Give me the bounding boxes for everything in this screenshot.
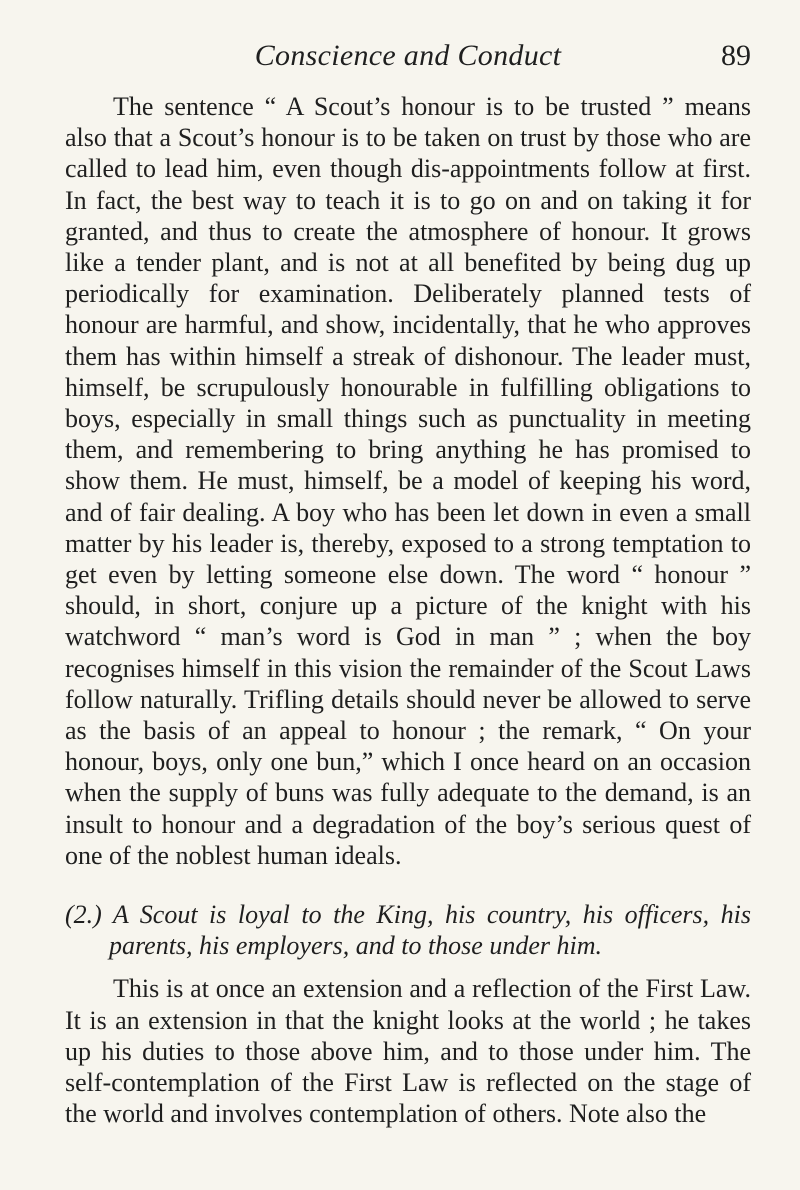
book-page (65, 0, 751, 1190)
paragraph-loyalty (65, 973, 751, 1129)
paragraph-loyalty-text: This is at once an extension and a reflection of the First Law. It is an extension in that the knight looks at the world ; he takes up his duties to those above him, and to those under him. The self-contemplation of the First Law is reflected on the stage of the world and involves contemplation of others. Note also the (65, 974, 751, 1129)
page-number: 89 (721, 39, 751, 72)
paragraph-honour (65, 91, 751, 871)
scout-law-heading (65, 899, 751, 961)
running-head (65, 36, 751, 76)
paragraph-honour-text: The sentence “ A Scout’s honour is to be trusted ” means also that a Scout’s honour is to be taken on trust by those who are called to lead him, even though dis-appointments follow at first. In fact, the best way to teach it is to go on and on taking it for granted, and thus to create the atmosphere of honour. It grows like a tender plant, and is not at all benefited by being dug up periodically for examination. Deliberately planned tests of honour are harmful, and show, incidentally, that he who approves them has within himself a streak of dishonour. The leader must, himself, be scrupulously honourable in fulfilling obligations to boys, especially in small things such as punctuality in meeting them, and remembering to bring anything he has promised to show them. He must, himself, be a model of keeping his word, and of fair dealing. A boy who has been let down in even a small matter by his leader is, thereby, exposed to a strong temptation to get even by letting someone else down. The word “ honour ” should, in short, conjure up a picture of the knight with his watchword “ man’s word is God in man ” ; when the boy recognises himself in this vision the remainder of the Scout Laws follow naturally. Trifling details should never be allowed to serve as the basis of an appeal to honour ; the remark, “ On your honour, boys, only one bun,” which I once heard on an occasion when the supply of buns was fully adequate to the demand, is an insult to honour and a degradation of the boy’s serious quest of one of the noblest human ideals. (65, 92, 751, 870)
running-title: Conscience and Conduct (254, 39, 562, 72)
scout-law-heading-text: (2.) A Scout is loyal to the King, his country, his officers, his parents, his employers, and to those under him. (65, 900, 751, 961)
body-text (65, 91, 751, 1130)
